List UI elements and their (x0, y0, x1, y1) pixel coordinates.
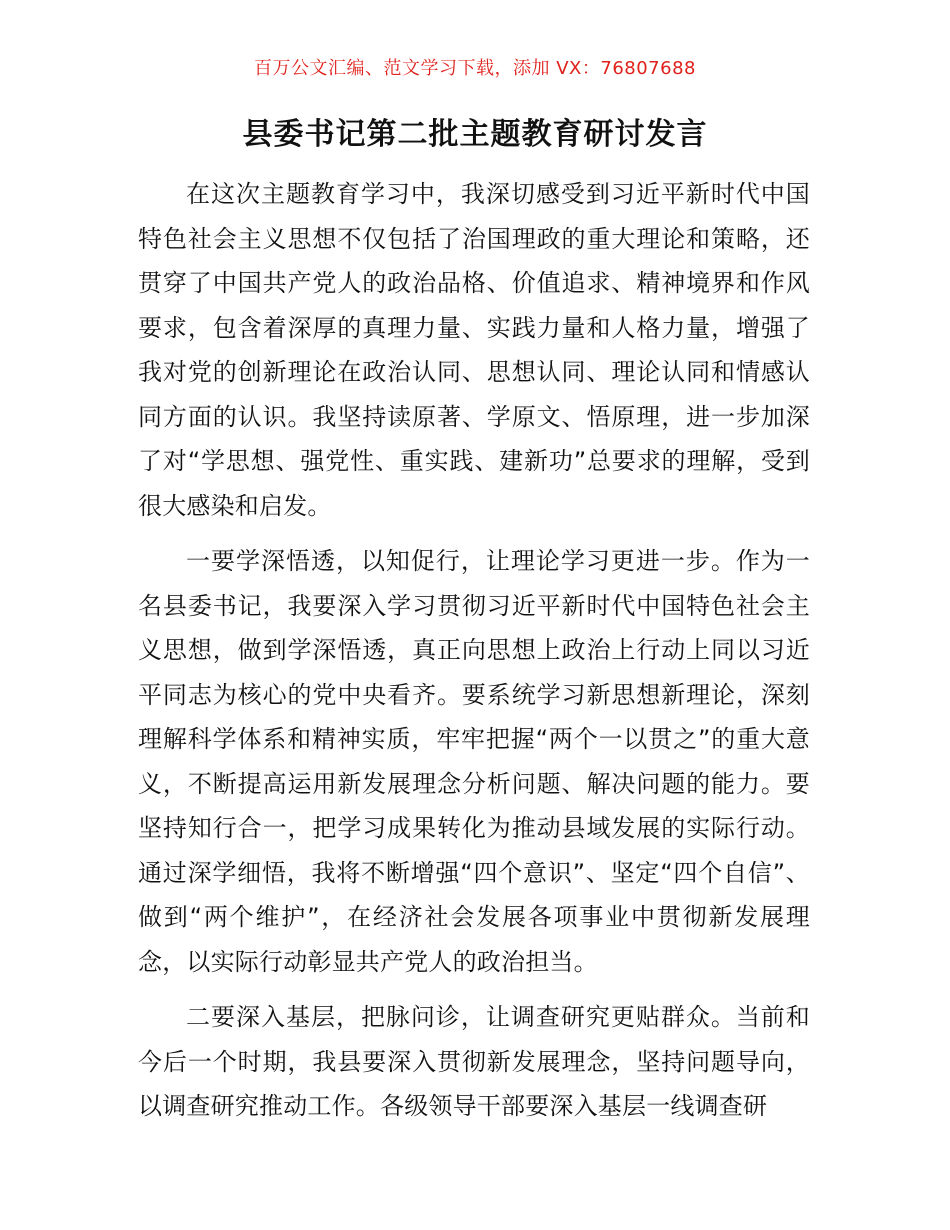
paragraph-point-two: 二要深入基层，把脉问诊，让调查研究更贴群众。当前和今后一个时期，我县要深入贯彻新发展理念，坚持问题导向，以调查研究推动工作。各级领导干部要深入基层一线调查研 (138, 1003, 810, 1120)
document-title: 县委书记第二批主题教育研讨发言 (242, 117, 708, 152)
document-body (138, 172, 810, 1140)
paragraph-intro: 在这次主题教育学习中，我深切感受到习近平新时代中国特色社会主义思想不仅包括了治国理政的重大理论和策略，还贯穿了中国共产党人的政治品格、价值追求、精神境界和作风要求，包含着深厚的真理力量、实践力量和人格力量，增强了我对党的创新理论在政治认同、思想认同、理论认同和情感认同方面的认识。我坚持读原著、学原文、悟原理，进一步加深了对“学思想、强党性、重实践、建新功”总要求的理解，受到很大感染和启发。 (138, 180, 810, 520)
paragraph-point-one: 一要学深悟透，以知促行，让理论学习更进一步。作为一名县委书记，我要深入学习贯彻习近平新时代中国特色社会主义思想，做到学深悟透，真正向思想上政治上行动上同以习近平同志为核心的党中央看齐。要系统学习新思想新理论，深刻理解科学体系和精神实质，牢牢把握“两个一以贯之”的重大意义，不断提高运用新发展理念分析问题、解决问题的能力。要坚持知行合一，把学习成果转化为推动县域发展的实际行动。通过深学细悟，我将不断增强“四个意识”、坚定“四个自信”、做到“两个维护”，在经济社会发展各项事业中贯彻新发展理念，以实际行动彰显共产党人的政治担当。 (138, 547, 810, 976)
header-watermark-note: 百万公文汇编、范文学习下载，添加 VX：76807688 (254, 58, 696, 79)
